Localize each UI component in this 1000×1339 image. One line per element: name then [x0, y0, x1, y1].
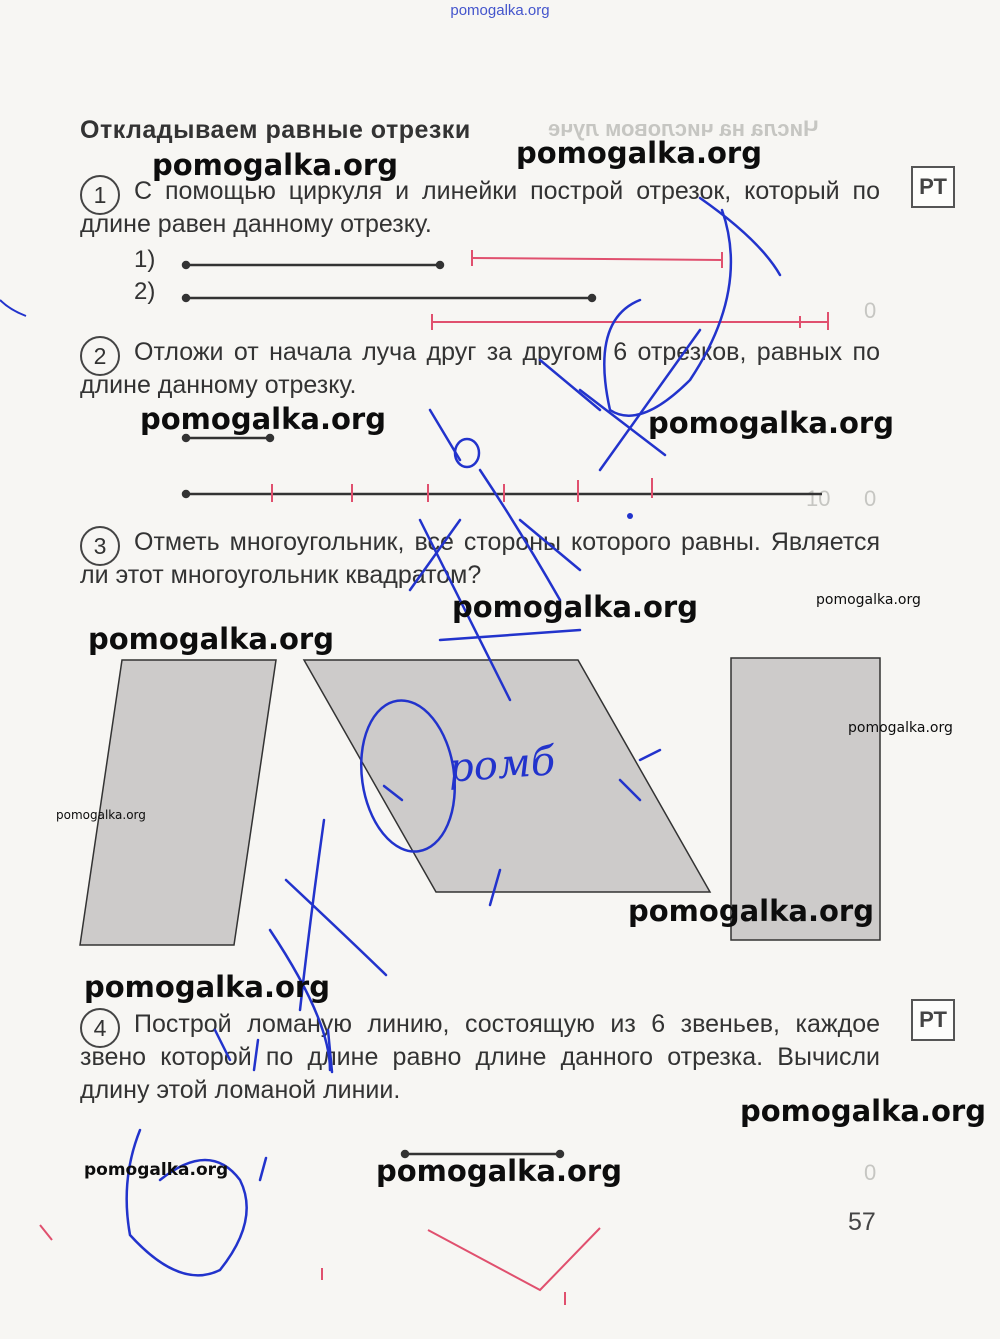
item-label-2: 2)	[134, 278, 156, 305]
exercise-1-answer-segments	[432, 250, 828, 330]
bleed-through-title: Числа на числовом луче	[548, 116, 819, 141]
source-url[interactable]: pomogalka.org	[450, 2, 550, 19]
watermark: pomogalka.org	[376, 1154, 622, 1188]
watermark: pomogalka.org	[56, 808, 146, 822]
segment-1-end	[437, 262, 443, 268]
exercise-2-tick-marks	[272, 478, 652, 502]
exercise-4-text: Построй ломаную линию, состоящую из 6 звеньев, каждое звено которой по длине равно длине данного отрезка. Вычисли длину этой ломаной линии.	[80, 1010, 880, 1104]
exercise-4-number: 4	[80, 1008, 120, 1048]
rt-badge-4: РТ	[911, 999, 955, 1041]
bleed-through-number: 0	[864, 298, 877, 323]
rt-badge-1: РТ	[911, 166, 955, 208]
bleed-through-number: 0	[864, 1160, 877, 1185]
item-label-1: 1)	[134, 246, 156, 273]
exercise-3-number: 3	[80, 526, 120, 566]
watermark: pomogalka.org	[88, 622, 334, 656]
red-pen-marks	[40, 1225, 600, 1305]
exercise-3-text: Отметь многоугольник, все стороны которого равны. Является ли этот многоугольник квадратом?	[80, 528, 880, 589]
page-title: Откладываем равные отрезки	[80, 116, 471, 144]
bleed-through-number: 10	[806, 486, 831, 511]
watermark: pomogalka.org	[152, 148, 398, 182]
answer-segment-1	[472, 258, 722, 260]
exercise-1-segments	[183, 262, 595, 301]
ray-origin	[183, 491, 189, 497]
parallelogram-shape	[80, 660, 276, 945]
exercise-1-text: С помощью циркуля и линейки построй отрезок, который по длине равен данному отрезку.	[80, 177, 880, 238]
watermark: pomogalka.org	[140, 402, 386, 436]
watermark: pomogalka.org	[628, 894, 874, 928]
watermark: pomogalka.org	[84, 970, 330, 1004]
watermark: pomogalka.org	[816, 592, 921, 608]
segment-1-start	[183, 262, 189, 268]
watermark: pomogalka.org	[848, 720, 953, 736]
watermark: pomogalka.org	[452, 590, 698, 624]
blue-dot	[627, 513, 633, 519]
exercise-2-figures	[183, 435, 822, 497]
segment-2-end	[589, 295, 595, 301]
exercise-1-number: 1	[80, 175, 120, 215]
watermark: pomogalka.org	[84, 1160, 229, 1180]
watermark: pomogalka.org	[740, 1094, 986, 1128]
watermark: pomogalka.org	[648, 406, 894, 440]
bleed-through-number: 0	[864, 486, 877, 511]
watermark: pomogalka.org	[516, 136, 762, 170]
blue-circle-mark	[455, 439, 479, 467]
exercise-2-text: Отложи от начала луча друг за другом 6 отрезков, равных по длине данному отрезку.	[80, 338, 880, 399]
segment-2-start	[183, 295, 189, 301]
exercise-2-number: 2	[80, 336, 120, 376]
handwritten-answer: ромб	[446, 738, 557, 792]
margin-scribble	[0, 300, 26, 316]
page-number: 57	[848, 1208, 876, 1236]
